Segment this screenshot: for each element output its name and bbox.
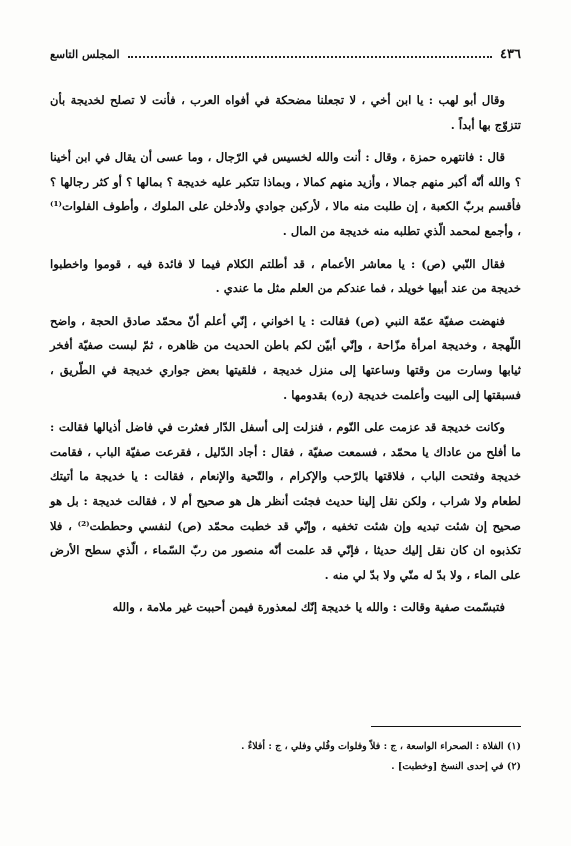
paragraph-2: قال : فانتهره حمزة ، وقال : أنت والله لخسيس في الرّجال ، وما عسى أن يقال في ابن أخينا ؟ والله أنّه أكبر منهم جمالا ، وأزيد منهم كمالا ، وبماذا تتكبر عليه خديجة ؟ بمالها ؟ أو كثر رجالها ؟ فأقسم بربّ الكعبة ، إن طلبت منه مالا ، لأركبن جوادي ولأدخلن على الملوك ، وأطوف الفلوات⁽¹⁾ ، وأجمع لمحمد الّذي تطلبه منه خديجة من المال . bbox=[50, 150, 521, 238]
body-text bbox=[50, 88, 521, 620]
paragraph-5: وكانت خديجة قد عزمت على النّوم ، فنزلت إلى أسفل الدّار فعثرت في فاضل أذيالها فقالت : ما أفلح من عاداك يا محمّد ، فسمعت صفيّة ، فقال : أجاد الدّليل ، فقرعت صفيّة الباب ، فقامت خديجة وفتحت الباب ، فلاقتها بالرّحب والإكرام ، والتّحية والإنعام ، فقالت : يا خديجة ما أتيتك لطعام ولا شراب ، ولكن نقل إلينا حديث فجئت أنظر هل هو صحيح أم لا ، فقالت خديجة : بل هو صحيح إن شئت تبديه وإن شئت تخفيه ، وإنّي قد خطبت محمّد (ص) لنفسي وحططت⁽²⁾ ، فلا تكذبوه ان كان نقل إليك حديثا ، فإنّي قد علمت أنّه منصور من ربّ السّماء ، الّذي سطح الأرض على الماء ، ولا بدّ له منّي ولا بدّ لي منه . bbox=[50, 420, 521, 582]
paragraph-6: فتبسّمت صفية وقالت : والله يا خديجة إنّك لمعذورة فيمن أحببت غير ملامة ، والله bbox=[112, 600, 505, 615]
running-header bbox=[50, 48, 521, 62]
paragraph-4: فنهضت صفيّة عمّة النبي (ص) فقالت : يا اخواني ، إنّي أعلم أنّ محمّد صادق الحجة ، واضح اللّهجة ، وخديجة امرأة مزّاحة ، وإنّي أبيّن لكم باطن الحديث من ظاهره ، ثمّ لبست صفيّة أفخر ثيابها وسارت من وقتها وساعتها إلى منزل خديجة ، فلقيتها بعض جواري خديجة في الطّريق ، فسبقتها إلى البيت وأعلمت خديجة (ره) بقدومها . bbox=[50, 313, 521, 402]
footnotes bbox=[50, 726, 521, 777]
page-number: ٤٣٦ bbox=[500, 47, 521, 62]
paragraph-1: وقال أبو لهب : يا ابن أخي ، لا تجعلنا مضحكة في أفواه العرب ، فأنت لا تصلح لخديجة بأن تتزوّج بها أبداً . bbox=[50, 93, 521, 132]
paragraph-3: فقال النّبي (ص) : يا معاشر الأعمام ، قد أطلتم الكلام فيما لا فائدة فيه ، قوموا واخطبوا خديجة من عند أبيها خويلد ، فما عندكم من العلم مثل ما عندي . bbox=[50, 256, 521, 296]
footnote-divider bbox=[371, 726, 521, 727]
dotted-leader bbox=[128, 48, 493, 58]
footnote-1: (١) الفلاة : الصحراء الواسعة ، ج : فلاً وفلوات وفُلي وفلي ، ج : أفلاءٌ . bbox=[241, 741, 521, 752]
chapter-title: المجلس التاسع bbox=[50, 48, 120, 61]
footnote-2: (٢) في إحدى النسخ [وخطبت] . bbox=[391, 761, 521, 772]
